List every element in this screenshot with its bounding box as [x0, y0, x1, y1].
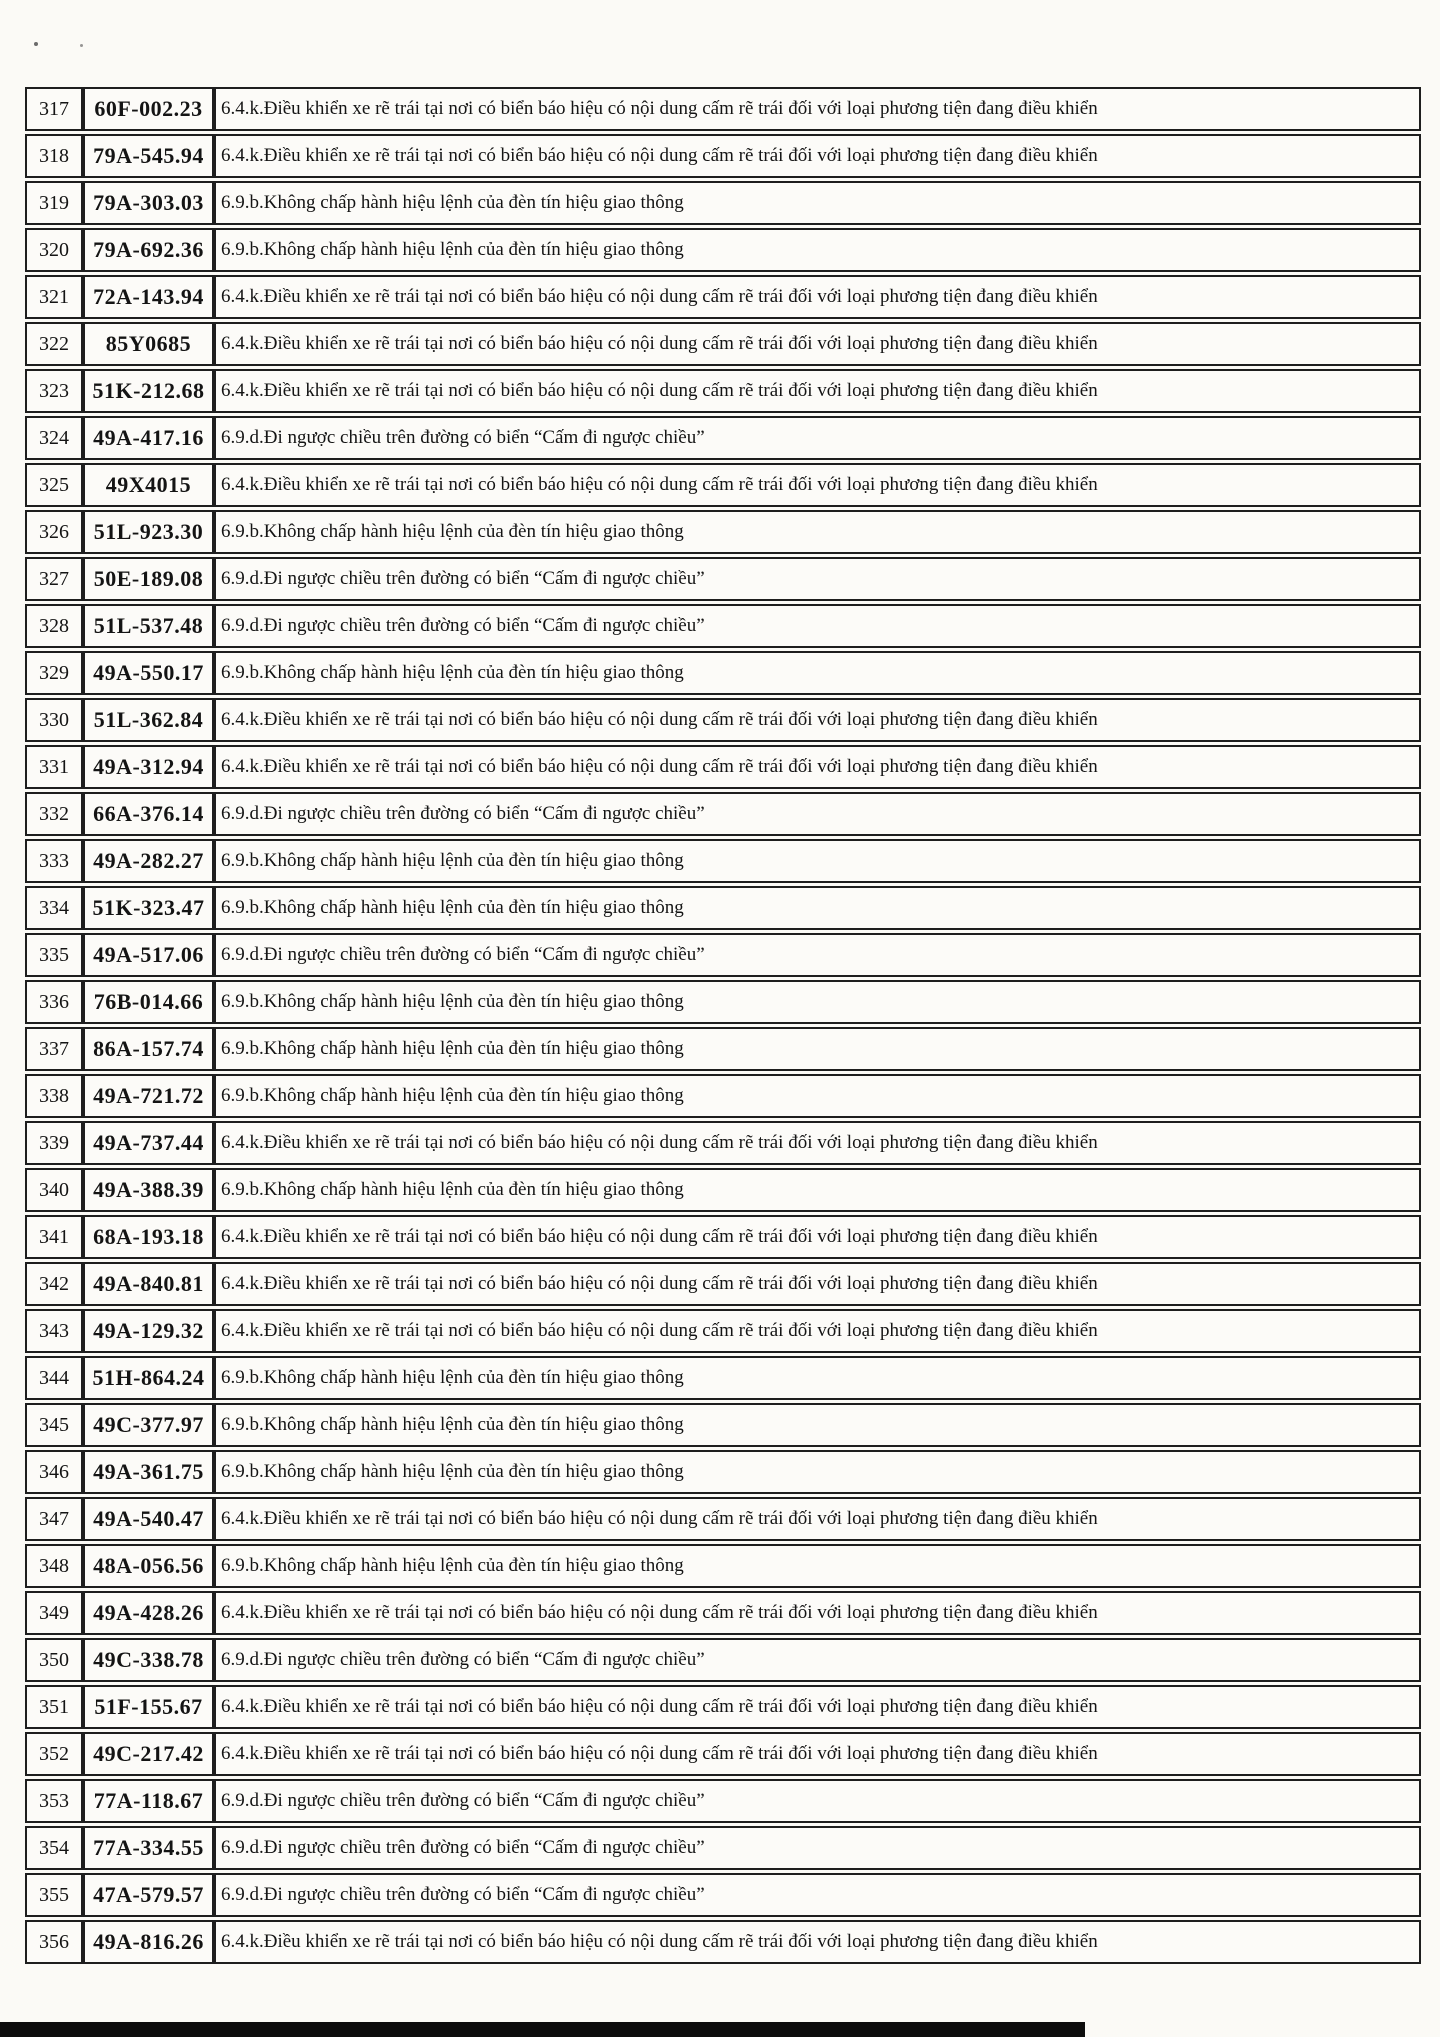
- row-number-cell: 354: [25, 1826, 83, 1870]
- row-number-cell: 331: [25, 745, 83, 789]
- table-row: [25, 651, 1421, 695]
- license-plate-cell: 51F-155.67: [83, 1685, 214, 1729]
- row-number-cell: 352: [25, 1732, 83, 1776]
- license-plate-cell: 77A-334.55: [83, 1826, 214, 1870]
- row-number-cell: 345: [25, 1403, 83, 1447]
- row-number-cell: 344: [25, 1356, 83, 1400]
- row-number-cell: 322: [25, 322, 83, 366]
- table-row: [25, 322, 1421, 366]
- table-row: [25, 1591, 1421, 1635]
- violation-description-cell: 6.9.b.Không chấp hành hiệu lệnh của đèn tín hiệu giao thông: [214, 228, 1421, 272]
- violation-description-cell: 6.4.k.Điều khiển xe rẽ trái tại nơi có biển báo hiệu có nội dung cấm rẽ trái đối với loại phương tiện đang điều khiển: [214, 369, 1421, 413]
- violation-description-cell: 6.9.b.Không chấp hành hiệu lệnh của đèn tín hiệu giao thông: [214, 510, 1421, 554]
- license-plate-cell: 49C-338.78: [83, 1638, 214, 1682]
- table-row: [25, 134, 1421, 178]
- license-plate-cell: 51L-923.30: [83, 510, 214, 554]
- table-row: [25, 1497, 1421, 1541]
- row-number-cell: 341: [25, 1215, 83, 1259]
- violation-description-cell: 6.4.k.Điều khiển xe rẽ trái tại nơi có biển báo hiệu có nội dung cấm rẽ trái đối với loại phương tiện đang điều khiển: [214, 463, 1421, 507]
- row-number-cell: 337: [25, 1027, 83, 1071]
- license-plate-cell: 68A-193.18: [83, 1215, 214, 1259]
- license-plate-cell: 49A-428.26: [83, 1591, 214, 1635]
- table-row: [25, 510, 1421, 554]
- violation-description-cell: 6.9.d.Đi ngược chiều trên đường có biển “Cấm đi ngược chiều”: [214, 1873, 1421, 1917]
- row-number-cell: 355: [25, 1873, 83, 1917]
- violation-description-cell: 6.9.d.Đi ngược chiều trên đường có biển “Cấm đi ngược chiều”: [214, 1826, 1421, 1870]
- violation-description-cell: 6.4.k.Điều khiển xe rẽ trái tại nơi có biển báo hiệu có nội dung cấm rẽ trái đối với loại phương tiện đang điều khiển: [214, 1591, 1421, 1635]
- violation-description-cell: 6.9.b.Không chấp hành hiệu lệnh của đèn tín hiệu giao thông: [214, 1168, 1421, 1212]
- violation-description-cell: 6.9.b.Không chấp hành hiệu lệnh của đèn tín hiệu giao thông: [214, 1356, 1421, 1400]
- violation-description-cell: 6.4.k.Điều khiển xe rẽ trái tại nơi có biển báo hiệu có nội dung cấm rẽ trái đối với loại phương tiện đang điều khiển: [214, 1732, 1421, 1776]
- violation-description-cell: 6.9.d.Đi ngược chiều trên đường có biển “Cấm đi ngược chiều”: [214, 557, 1421, 601]
- license-plate-cell: 72A-143.94: [83, 275, 214, 319]
- row-number-cell: 339: [25, 1121, 83, 1165]
- row-number-cell: 335: [25, 933, 83, 977]
- license-plate-cell: 49A-840.81: [83, 1262, 214, 1306]
- violation-description-cell: 6.4.k.Điều khiển xe rẽ trái tại nơi có biển báo hiệu có nội dung cấm rẽ trái đối với loại phương tiện đang điều khiển: [214, 1262, 1421, 1306]
- row-number-cell: 329: [25, 651, 83, 695]
- table-row: [25, 1356, 1421, 1400]
- table-row: [25, 1732, 1421, 1776]
- table-row: [25, 604, 1421, 648]
- license-plate-cell: 51K-323.47: [83, 886, 214, 930]
- license-plate-cell: 49A-540.47: [83, 1497, 214, 1541]
- violations-table-body: [25, 87, 1421, 1964]
- license-plate-cell: 49X4015: [83, 463, 214, 507]
- license-plate-cell: 49C-377.97: [83, 1403, 214, 1447]
- row-number-cell: 333: [25, 839, 83, 883]
- row-number-cell: 321: [25, 275, 83, 319]
- row-number-cell: 336: [25, 980, 83, 1024]
- license-plate-cell: 60F-002.23: [83, 87, 214, 131]
- table-row: [25, 1685, 1421, 1729]
- table-row: [25, 275, 1421, 319]
- row-number-cell: 324: [25, 416, 83, 460]
- license-plate-cell: 51H-864.24: [83, 1356, 214, 1400]
- violation-description-cell: 6.9.b.Không chấp hành hiệu lệnh của đèn tín hiệu giao thông: [214, 1403, 1421, 1447]
- violation-description-cell: 6.9.b.Không chấp hành hiệu lệnh của đèn tín hiệu giao thông: [214, 1544, 1421, 1588]
- license-plate-cell: 86A-157.74: [83, 1027, 214, 1071]
- violation-description-cell: 6.4.k.Điều khiển xe rẽ trái tại nơi có biển báo hiệu có nội dung cấm rẽ trái đối với loại phương tiện đang điều khiển: [214, 134, 1421, 178]
- row-number-cell: 320: [25, 228, 83, 272]
- license-plate-cell: 79A-692.36: [83, 228, 214, 272]
- violation-description-cell: 6.9.b.Không chấp hành hiệu lệnh của đèn tín hiệu giao thông: [214, 1450, 1421, 1494]
- table-row: [25, 1638, 1421, 1682]
- table-row: [25, 839, 1421, 883]
- violation-description-cell: 6.4.k.Điều khiển xe rẽ trái tại nơi có biển báo hiệu có nội dung cấm rẽ trái đối với loại phương tiện đang điều khiển: [214, 1309, 1421, 1353]
- table-row: [25, 745, 1421, 789]
- license-plate-cell: 85Y0685: [83, 322, 214, 366]
- row-number-cell: 342: [25, 1262, 83, 1306]
- row-number-cell: 334: [25, 886, 83, 930]
- table-row: [25, 1215, 1421, 1259]
- row-number-cell: 325: [25, 463, 83, 507]
- violation-description-cell: 6.4.k.Điều khiển xe rẽ trái tại nơi có biển báo hiệu có nội dung cấm rẽ trái đối với loại phương tiện đang điều khiển: [214, 1920, 1421, 1964]
- table-row: [25, 557, 1421, 601]
- license-plate-cell: 66A-376.14: [83, 792, 214, 836]
- table-row: [25, 1873, 1421, 1917]
- license-plate-cell: 49C-217.42: [83, 1732, 214, 1776]
- row-number-cell: 353: [25, 1779, 83, 1823]
- license-plate-cell: 49A-129.32: [83, 1309, 214, 1353]
- table-row: [25, 1168, 1421, 1212]
- row-number-cell: 332: [25, 792, 83, 836]
- license-plate-cell: 51L-537.48: [83, 604, 214, 648]
- table-row: [25, 1403, 1421, 1447]
- license-plate-cell: 49A-517.06: [83, 933, 214, 977]
- row-number-cell: 338: [25, 1074, 83, 1118]
- violation-description-cell: 6.9.d.Đi ngược chiều trên đường có biển “Cấm đi ngược chiều”: [214, 1779, 1421, 1823]
- table-row: [25, 369, 1421, 413]
- row-number-cell: 330: [25, 698, 83, 742]
- row-number-cell: 356: [25, 1920, 83, 1964]
- row-number-cell: 350: [25, 1638, 83, 1682]
- violation-description-cell: 6.9.d.Đi ngược chiều trên đường có biển “Cấm đi ngược chiều”: [214, 416, 1421, 460]
- row-number-cell: 318: [25, 134, 83, 178]
- license-plate-cell: 49A-417.16: [83, 416, 214, 460]
- table-row: [25, 1779, 1421, 1823]
- license-plate-cell: 49A-550.17: [83, 651, 214, 695]
- row-number-cell: 343: [25, 1309, 83, 1353]
- row-number-cell: 348: [25, 1544, 83, 1588]
- license-plate-cell: 49A-282.27: [83, 839, 214, 883]
- scan-artifact-black-bar: [0, 2022, 1085, 2037]
- license-plate-cell: 51L-362.84: [83, 698, 214, 742]
- table-row: [25, 181, 1421, 225]
- license-plate-cell: 49A-312.94: [83, 745, 214, 789]
- violation-description-cell: 6.9.b.Không chấp hành hiệu lệnh của đèn tín hiệu giao thông: [214, 181, 1421, 225]
- license-plate-cell: 50E-189.08: [83, 557, 214, 601]
- violation-description-cell: 6.9.b.Không chấp hành hiệu lệnh của đèn tín hiệu giao thông: [214, 651, 1421, 695]
- row-number-cell: 326: [25, 510, 83, 554]
- license-plate-cell: 49A-816.26: [83, 1920, 214, 1964]
- license-plate-cell: 47A-579.57: [83, 1873, 214, 1917]
- table-row: [25, 698, 1421, 742]
- violation-description-cell: 6.9.b.Không chấp hành hiệu lệnh của đèn tín hiệu giao thông: [214, 1074, 1421, 1118]
- row-number-cell: 340: [25, 1168, 83, 1212]
- table-row: [25, 1121, 1421, 1165]
- license-plate-cell: 49A-721.72: [83, 1074, 214, 1118]
- violation-description-cell: 6.4.k.Điều khiển xe rẽ trái tại nơi có biển báo hiệu có nội dung cấm rẽ trái đối với loại phương tiện đang điều khiển: [214, 322, 1421, 366]
- table-row: [25, 980, 1421, 1024]
- table-row: [25, 1920, 1421, 1964]
- row-number-cell: 346: [25, 1450, 83, 1494]
- table-row: [25, 228, 1421, 272]
- violation-description-cell: 6.4.k.Điều khiển xe rẽ trái tại nơi có biển báo hiệu có nội dung cấm rẽ trái đối với loại phương tiện đang điều khiển: [214, 1497, 1421, 1541]
- license-plate-cell: 48A-056.56: [83, 1544, 214, 1588]
- violation-description-cell: 6.4.k.Điều khiển xe rẽ trái tại nơi có biển báo hiệu có nội dung cấm rẽ trái đối với loại phương tiện đang điều khiển: [214, 745, 1421, 789]
- scan-dot: [34, 42, 38, 46]
- violation-description-cell: 6.9.b.Không chấp hành hiệu lệnh của đèn tín hiệu giao thông: [214, 1027, 1421, 1071]
- row-number-cell: 319: [25, 181, 83, 225]
- table-row: [25, 1074, 1421, 1118]
- violation-description-cell: 6.9.b.Không chấp hành hiệu lệnh của đèn tín hiệu giao thông: [214, 980, 1421, 1024]
- violation-description-cell: 6.9.d.Đi ngược chiều trên đường có biển “Cấm đi ngược chiều”: [214, 1638, 1421, 1682]
- violation-description-cell: 6.4.k.Điều khiển xe rẽ trái tại nơi có biển báo hiệu có nội dung cấm rẽ trái đối với loại phương tiện đang điều khiển: [214, 1685, 1421, 1729]
- license-plate-cell: 77A-118.67: [83, 1779, 214, 1823]
- violation-description-cell: 6.9.d.Đi ngược chiều trên đường có biển “Cấm đi ngược chiều”: [214, 604, 1421, 648]
- violation-description-cell: 6.9.b.Không chấp hành hiệu lệnh của đèn tín hiệu giao thông: [214, 839, 1421, 883]
- row-number-cell: 349: [25, 1591, 83, 1635]
- table-row: [25, 87, 1421, 131]
- violation-description-cell: 6.4.k.Điều khiển xe rẽ trái tại nơi có biển báo hiệu có nội dung cấm rẽ trái đối với loại phương tiện đang điều khiển: [214, 1215, 1421, 1259]
- table-row: [25, 416, 1421, 460]
- violation-description-cell: 6.4.k.Điều khiển xe rẽ trái tại nơi có biển báo hiệu có nội dung cấm rẽ trái đối với loại phương tiện đang điều khiển: [214, 87, 1421, 131]
- violations-table: [25, 84, 1421, 1967]
- scan-dot: [80, 44, 83, 47]
- table-row: [25, 1309, 1421, 1353]
- license-plate-cell: 51K-212.68: [83, 369, 214, 413]
- violation-description-cell: 6.4.k.Điều khiển xe rẽ trái tại nơi có biển báo hiệu có nội dung cấm rẽ trái đối với loại phương tiện đang điều khiển: [214, 275, 1421, 319]
- license-plate-cell: 49A-361.75: [83, 1450, 214, 1494]
- row-number-cell: 328: [25, 604, 83, 648]
- license-plate-cell: 49A-737.44: [83, 1121, 214, 1165]
- table-row: [25, 933, 1421, 977]
- violation-description-cell: 6.4.k.Điều khiển xe rẽ trái tại nơi có biển báo hiệu có nội dung cấm rẽ trái đối với loại phương tiện đang điều khiển: [214, 698, 1421, 742]
- row-number-cell: 327: [25, 557, 83, 601]
- license-plate-cell: 49A-388.39: [83, 1168, 214, 1212]
- table-row: [25, 792, 1421, 836]
- license-plate-cell: 79A-545.94: [83, 134, 214, 178]
- violation-description-cell: 6.9.b.Không chấp hành hiệu lệnh của đèn tín hiệu giao thông: [214, 886, 1421, 930]
- table-row: [25, 1826, 1421, 1870]
- table-row: [25, 1262, 1421, 1306]
- row-number-cell: 351: [25, 1685, 83, 1729]
- license-plate-cell: 79A-303.03: [83, 181, 214, 225]
- table-row: [25, 1027, 1421, 1071]
- license-plate-cell: 76B-014.66: [83, 980, 214, 1024]
- table-row: [25, 463, 1421, 507]
- violation-description-cell: 6.9.d.Đi ngược chiều trên đường có biển “Cấm đi ngược chiều”: [214, 792, 1421, 836]
- row-number-cell: 347: [25, 1497, 83, 1541]
- row-number-cell: 323: [25, 369, 83, 413]
- violation-description-cell: 6.4.k.Điều khiển xe rẽ trái tại nơi có biển báo hiệu có nội dung cấm rẽ trái đối với loại phương tiện đang điều khiển: [214, 1121, 1421, 1165]
- table-row: [25, 1450, 1421, 1494]
- row-number-cell: 317: [25, 87, 83, 131]
- violation-description-cell: 6.9.d.Đi ngược chiều trên đường có biển “Cấm đi ngược chiều”: [214, 933, 1421, 977]
- table-row: [25, 1544, 1421, 1588]
- table-row: [25, 886, 1421, 930]
